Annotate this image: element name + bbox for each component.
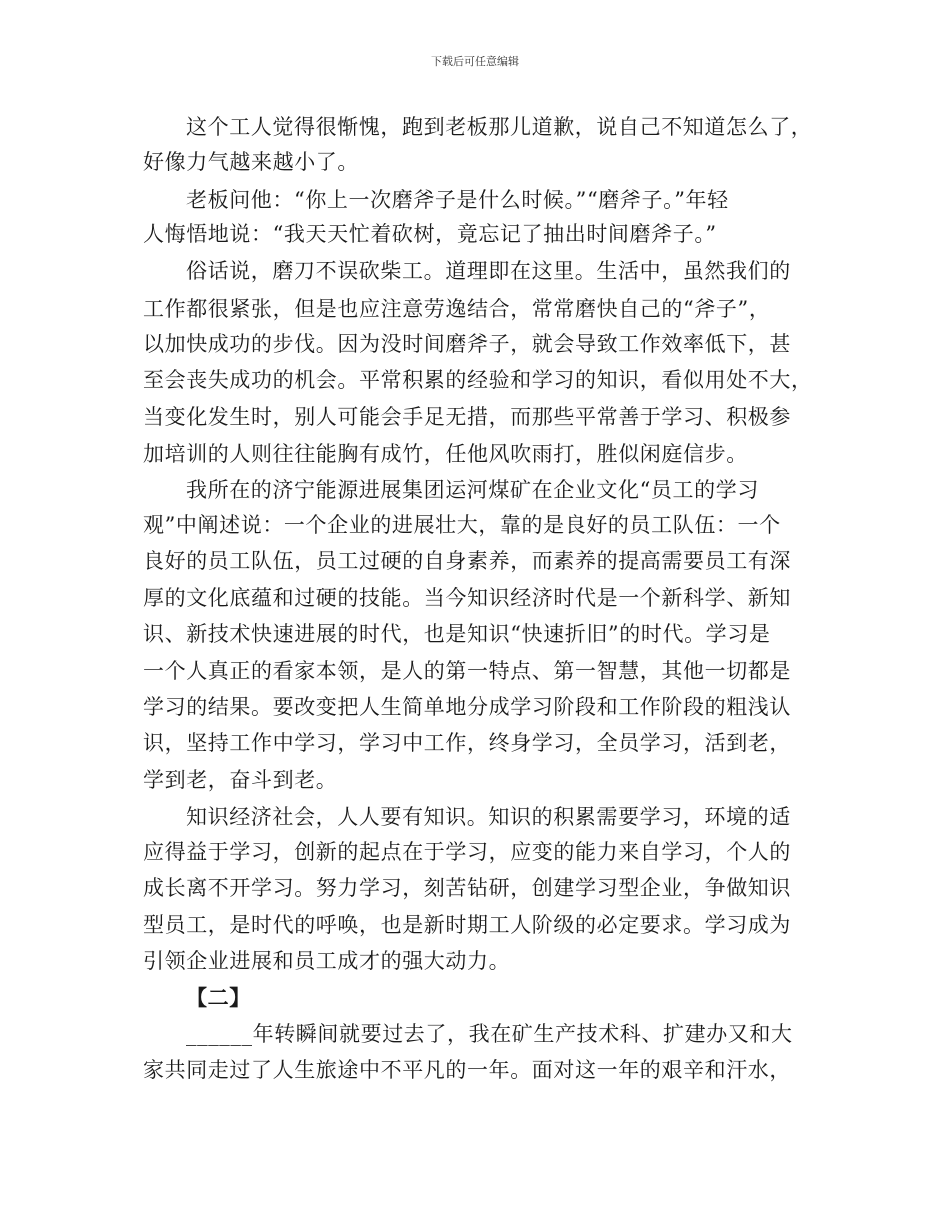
text-line: 一个人真正的看家本领，是人的第一特点、第一智慧，其他一切都是 <box>143 659 791 683</box>
text-line: 俗话说，磨刀不误砍柴工。道理即在这里。生活中，虽然我们的 <box>186 259 791 283</box>
page-header: 下载后可任意编辑 <box>431 55 519 68</box>
text-line: 至会丧失成功的机会。平常积累的经验和学习的知识，看似用处不大， <box>143 368 813 392</box>
text-line: 成长离不开学习。努力学习，刻苦钻研，创建学习型企业，争做知识 <box>143 876 791 900</box>
text-line: 工作都很紧张，但是也应注意劳逸结合，常常磨快自己的“斧子”， <box>143 297 771 321</box>
text-line: 识、新技术快速进展的时代，也是知识“快速折旧”的时代。学习是 <box>143 622 771 646</box>
text-line: 型员工，是时代的呼唤，也是新时期工人阶级的必定要求。学习成为 <box>143 913 791 937</box>
text-line: 好像力气越来越小了。 <box>143 150 359 174</box>
text-line: 以加快成功的步伐。因为没时间磨斧子，就会导致工作效率低下，甚 <box>143 332 791 356</box>
text-line: ______年转瞬间就要过去了，我在矿生产技术科、扩建办又和大 <box>186 1022 793 1046</box>
text-line: 加培训的人则往往能胸有成竹，任他风吹雨打，胜似闲庭信步。 <box>143 442 748 466</box>
text-line: 这个工人觉得很惭愧，跑到老板那儿道歉，说自己不知道怎么了， <box>186 115 813 139</box>
text-line: 知识经济社会，人人要有知识。知识的积累需要学习，环境的适 <box>186 805 791 829</box>
text-line: 识，坚持工作中学习，学习中工作，终身学习，全员学习，活到老， <box>143 731 791 755</box>
text-line: 应得益于学习，创新的起点在于学习，应变的能力来自学习，个人的 <box>143 840 791 864</box>
text-line: 老板问他：“你上一次磨斧子是什么时候。”“磨斧子。”年轻 <box>186 188 729 212</box>
section-heading: 【二】 <box>186 985 251 1010</box>
text-line: 良好的员工队伍，员工过硬的自身素养，而素养的提高需要员工有深 <box>143 549 791 573</box>
text-line: 观”中阐述说：一个企业的进展壮大，靠的是良好的员工队伍：一个 <box>143 513 781 537</box>
text-line: 人悔悟地说：“我天天忙着砍树，竟忘记了抽出时间磨斧子。” <box>143 222 717 246</box>
text-line: 学习的结果。要改变把人生简单地分成学习阶段和工作阶段的粗浅认 <box>143 695 791 719</box>
text-line: 厚的文化底蕴和过硬的技能。当今知识经济时代是一个新科学、新知 <box>143 586 791 610</box>
text-line: 家共同走过了人生旅途中不平凡的一年。面对这一年的艰辛和汗水， <box>143 1058 791 1082</box>
text-line: 当变化发生时，别人可能会手足无措，而那些平常善于学习、积极参 <box>143 405 791 429</box>
text-line: 学到老，奋斗到老。 <box>143 768 338 792</box>
text-line: 引领企业进展和员工成才的强大动力。 <box>143 949 511 973</box>
text-line: 我所在的济宁能源进展集团运河煤矿在企业文化“员工的学习 <box>186 478 759 502</box>
